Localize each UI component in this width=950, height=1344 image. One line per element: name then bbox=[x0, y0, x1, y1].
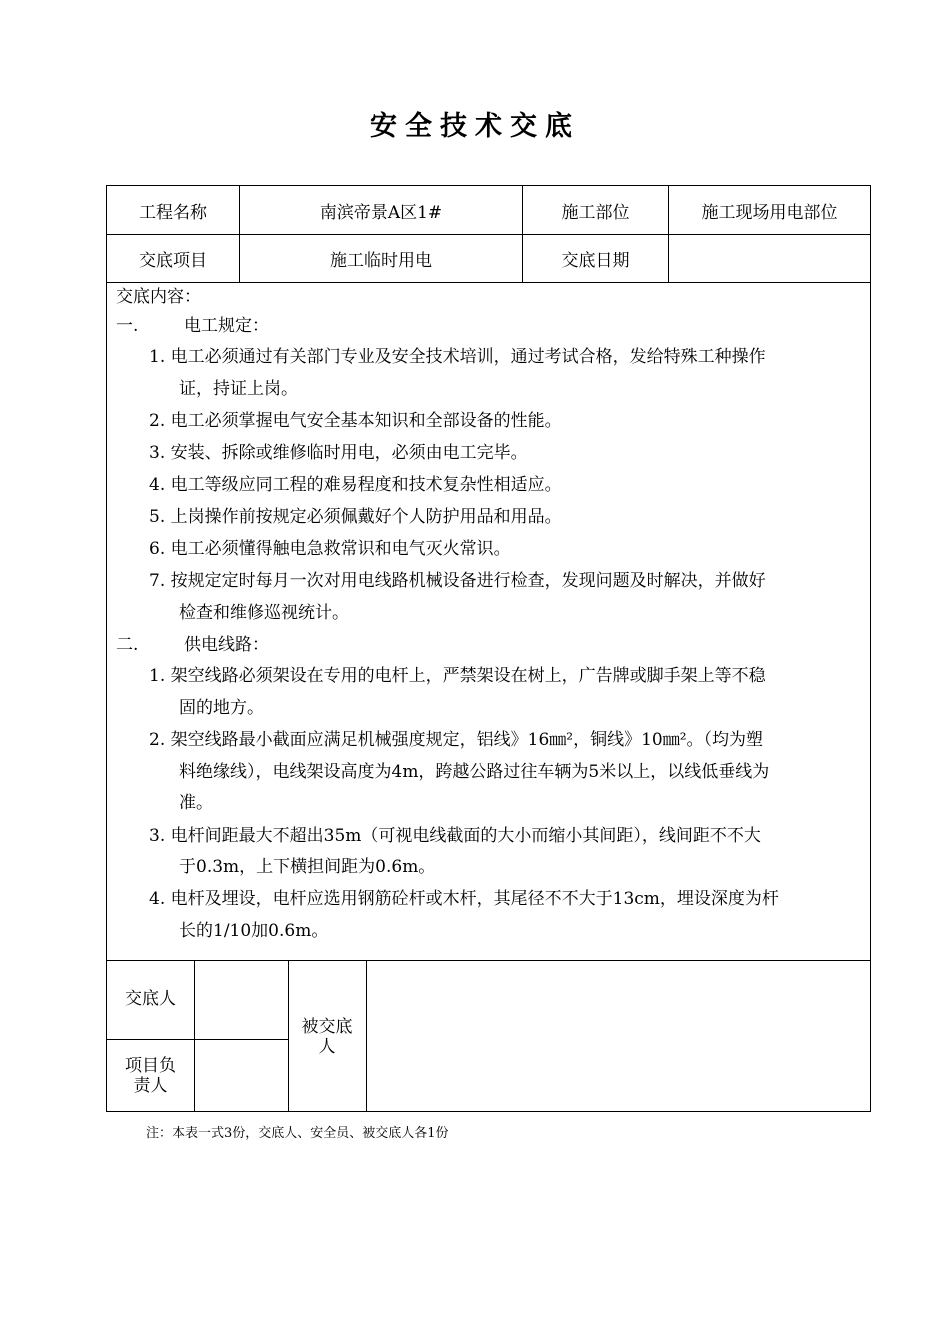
header-row-1 bbox=[107, 186, 870, 235]
list-item: 2. 架空线路最小截面应满足机械强度规定，铝线》16㎜²，铜线》10㎜²。（均为塑 bbox=[149, 730, 764, 750]
list-item: 证，持证上岗。 bbox=[179, 379, 298, 399]
item-value: 施工临时用电 bbox=[240, 234, 523, 282]
manager-label-line1: 项目负 bbox=[125, 1056, 176, 1076]
discloser-signature-field[interactable] bbox=[195, 961, 287, 1038]
list-item: 4. 电工等级应同工程的难易程度和技术复杂性相适应。 bbox=[149, 475, 562, 495]
list-item: 6. 电工必须懂得触电急救常识和电气灭火常识。 bbox=[149, 539, 511, 559]
list-item: 3. 电杆间距最大不超出35m（可视电线截面的大小而缩小其间距），线间距不不大 bbox=[149, 826, 761, 846]
content-intro: 交底内容： bbox=[116, 287, 201, 307]
receiver-label-line1: 被交底 bbox=[301, 1017, 353, 1037]
project-name-label: 工程名称 bbox=[107, 186, 240, 234]
item-label: 交底项目 bbox=[107, 234, 240, 282]
document-title: 安全技术交底 bbox=[370, 111, 580, 142]
header-row-2 bbox=[107, 234, 870, 283]
location-label: 施工部位 bbox=[523, 186, 669, 234]
list-item: 固的地方。 bbox=[179, 698, 264, 718]
location-value: 施工现场用电部位 bbox=[701, 202, 838, 223]
list-item: 准。 bbox=[179, 793, 213, 813]
receiver-signature-field[interactable] bbox=[367, 961, 869, 1110]
list-item: 4. 电杆及埋设，电杆应选用钢筋砼杆或木杆，其尾径不不大于13cm，埋设深度为杆 bbox=[149, 889, 779, 909]
section2-title: 供电线路： bbox=[184, 635, 269, 655]
list-item: 2. 电工必须掌握电气安全基本知识和全部设备的性能。 bbox=[149, 411, 562, 431]
receiver-label-line2: 人 bbox=[318, 1037, 336, 1057]
list-item: 3. 安装、拆除或维修临时用电，必须由电工完毕。 bbox=[149, 443, 528, 463]
list-item: 检查和维修巡视统计。 bbox=[179, 603, 349, 623]
project-name-value: 南滨帝景A区1# bbox=[240, 186, 523, 234]
list-item: 料绝缘线），电线架设高度为4m，跨越公路过往车辆为5米以上，以线低垂线为 bbox=[179, 762, 770, 782]
list-item: 1. 电工必须通过有关部门专业及安全技术培训，通过考试合格，发给特殊工种操作 bbox=[149, 347, 766, 367]
signature-section bbox=[107, 961, 870, 1111]
manager-label bbox=[107, 1056, 194, 1096]
list-item: 5. 上岗操作前按规定必须佩戴好个人防护用品和用品。 bbox=[149, 507, 562, 527]
section1-number: 一. bbox=[116, 316, 139, 336]
footnote: 注：本表一式3份，交底人、安全员、被交底人各1份 bbox=[146, 1126, 449, 1141]
disclosure-form bbox=[106, 185, 871, 1112]
date-label: 交底日期 bbox=[523, 234, 669, 282]
manager-signature-field[interactable] bbox=[195, 1040, 287, 1110]
list-item: 1. 架空线路必须架设在专用的电杆上，严禁架设在树上，广告牌或脚手架上等不稳 bbox=[149, 666, 766, 686]
date-value bbox=[669, 234, 870, 282]
list-item: 7. 按规定定时每月一次对用电线路机械设备进行检查，发现问题及时解决，并做好 bbox=[149, 571, 766, 591]
list-item: 长的1/10加0.6m。 bbox=[179, 921, 329, 941]
discloser-label: 交底人 bbox=[125, 989, 176, 1009]
section1-title: 电工规定： bbox=[184, 316, 269, 336]
disclosure-content bbox=[107, 283, 870, 961]
manager-label-line2: 责人 bbox=[133, 1076, 168, 1096]
receiver-label bbox=[288, 1017, 366, 1057]
list-item: 于0.3m，上下横担间距为0.6m。 bbox=[179, 857, 436, 877]
section2-number: 二. bbox=[116, 635, 139, 655]
